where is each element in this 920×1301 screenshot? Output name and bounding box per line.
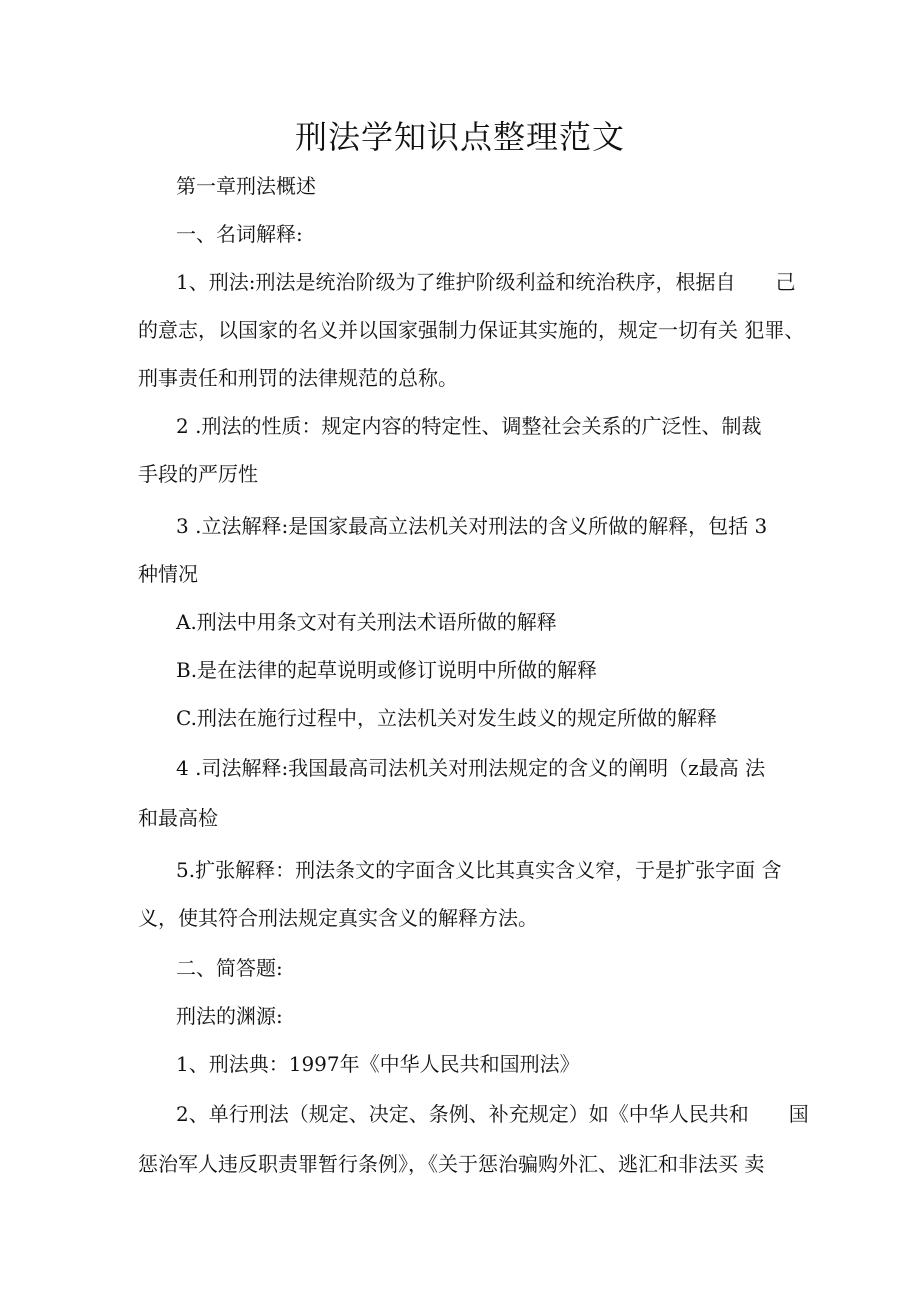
chapter-heading: 第一章刑法概述 (176, 174, 316, 198)
paragraph-line: 种情况 (138, 562, 198, 586)
list-item: C.刑法在施行过程中，立法机关对发生歧义的规定所做的解释 (176, 706, 717, 730)
paragraph-line: 刑事责任和刑罚的法律规范的总称。 (138, 366, 458, 390)
paragraph-line: 和最高检 (138, 806, 218, 830)
list-item: A.刑法中用条文对有关刑法术语所做的解释 (176, 610, 557, 634)
paragraph-line: 惩治军人违反职责罪暂行条例》，《关于惩治骗购外汇、逃汇和非法买 卖 (138, 1152, 765, 1176)
paragraph-line: 1、刑法典：1997年《中华人民共和国刑法》 (176, 1052, 580, 1076)
paragraph-line: 3 .立法解释:是国家最高立法机关对刑法的含义所做的解释，包括 3 (176, 514, 768, 538)
page-title: 刑法学知识点整理范文 (294, 118, 625, 156)
paragraph-line: 1、刑法:刑法是统治阶级为了维护阶级利益和统治秩序，根据自 己 (176, 270, 796, 294)
paragraph-line: 的意志，以国家的名义并以国家强制力保证其实施的，规定一切有关 犯罪、 (138, 318, 805, 342)
paragraph-line: 手段的严厉性 (138, 462, 258, 486)
paragraph-line: 4 .司法解释:我国最高司法机关对刑法规定的含义的阐明（z最高 法 (176, 756, 766, 780)
paragraph-line: 2 .刑法的性质：规定内容的特定性、调整社会关系的广泛性、制裁 (176, 414, 762, 438)
subheading: 刑法的渊源: (176, 1004, 283, 1028)
paragraph-line: 义，使其符合刑法规定真实含义的解释方法。 (138, 906, 538, 930)
list-item: B.是在法律的起草说明或修订说明中所做的解释 (176, 658, 598, 682)
section-heading-terms: 一、名词解释: (176, 222, 303, 246)
paragraph-line: 5.扩张解释：刑法条文的字面含义比其真实含义窄，于是扩张字面 含 (176, 858, 782, 882)
section-heading-short-answer: 二、简答题: (176, 956, 283, 980)
paragraph-line: 2、单行刑法（规定、决定、条例、补充规定）如《中华人民共和 国 (176, 1102, 809, 1126)
